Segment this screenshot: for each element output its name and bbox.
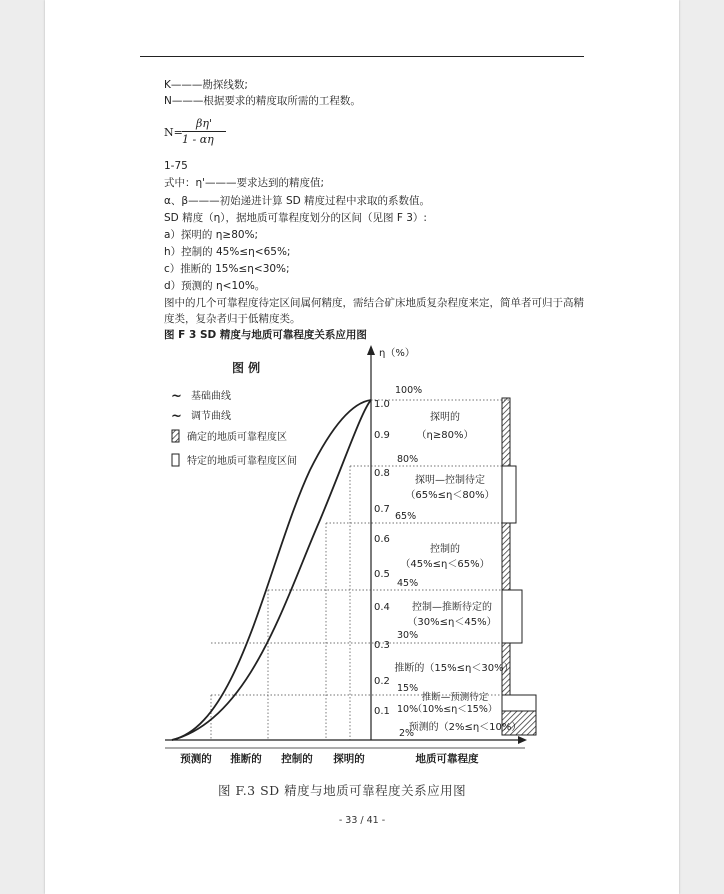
adjust-curve <box>172 400 371 740</box>
alpha-beta-line: α、β———初始递进计算 SD 精度过程中求取的系数值。 <box>164 195 431 207</box>
figure-caption: 图 F.3 SD 精度与地质可靠程度关系应用图 <box>218 783 467 798</box>
formula-lhs: N= <box>164 126 183 139</box>
zone-label: 控制—推断待定的 <box>412 602 492 613</box>
y-tick-label: 0.2 <box>374 676 390 687</box>
y-axis-arrow <box>367 345 375 355</box>
y-tick-label: 0.9 <box>374 430 390 441</box>
zone-label: 探明—控制待定 <box>415 475 485 486</box>
legend-label-pending-zone: 特定的地质可靠程度区间 <box>187 456 297 467</box>
adjust-curve-symbol: ~ <box>171 409 182 424</box>
x-label: 推断的 <box>230 753 262 765</box>
zone-label: （30%≤η＜45%） <box>407 617 497 628</box>
zone-label: 探明的 <box>430 412 460 423</box>
percent-mark: 10% <box>397 704 419 715</box>
zone-label: 推断—预测待定 <box>421 692 489 703</box>
y-tick-label: 0.1 <box>374 706 390 717</box>
list-item: d）预测的 η<10%。 <box>164 280 266 292</box>
zone-label: 预测的（2%≤η＜10%） <box>408 722 522 733</box>
x-label: 探明的 <box>333 753 365 765</box>
y-axis-label: η（%） <box>379 348 415 359</box>
x-label: 控制的 <box>281 753 313 765</box>
percent-mark: 30% <box>397 630 419 641</box>
zone-bar-determined <box>502 523 510 590</box>
list-item: a）探明的 η≥80%; <box>164 229 259 241</box>
zone-label: （65%≤η＜80%） <box>405 490 495 501</box>
y-tick-label: 0.4 <box>374 602 390 613</box>
where-line: 式中：η'———要求达到的精度值; <box>164 177 325 189</box>
zone-label: （η≥80%） <box>416 430 474 441</box>
definition-k: K———勘探线数; <box>164 79 248 91</box>
y-tick-label: 0.8 <box>374 468 390 479</box>
zone-bar-pending <box>502 695 536 711</box>
list-item: c）推断的 15%≤η<30%; <box>164 263 290 275</box>
open-box-icon <box>172 454 179 466</box>
percent-mark: 100% <box>395 385 423 396</box>
y-tick-label: 0.3 <box>374 640 390 651</box>
formula-denominator: 1 - αη <box>182 133 214 146</box>
list-item: h）控制的 45%≤η<65%; <box>164 246 291 258</box>
y-tick-label: 0.7 <box>374 504 390 515</box>
zone-bar-pending <box>502 466 516 523</box>
zone-bar-pending <box>502 590 522 643</box>
zone-label: 推断的（15%≤η＜30%） <box>394 663 514 674</box>
zone-label: 控制的 <box>430 544 460 555</box>
figure-title: 图 F 3 SD 精度与地质可靠程度关系应用图 <box>164 329 367 341</box>
sd-line: SD 精度（η），据地质可靠程度划分的区间（见图 F 3）: <box>164 212 427 224</box>
percent-mark: 15% <box>397 683 419 694</box>
percent-mark: 80% <box>397 454 419 465</box>
legend-label-determined-zone: 确定的地质可靠程度区 <box>187 432 287 443</box>
hatched-box-icon <box>172 430 179 442</box>
equation-number: 1-75 <box>164 160 188 172</box>
x-axis-title: 地质可靠程度 <box>415 753 479 765</box>
x-axis-arrow <box>518 736 527 744</box>
x-label: 预测的 <box>180 753 212 765</box>
formula-numerator: βη' <box>196 117 212 130</box>
legend-label-adjust-curve: 调节曲线 <box>191 411 231 422</box>
y-tick-label: 1.0 <box>374 399 390 410</box>
percent-mark: 45% <box>397 578 419 589</box>
paragraph: 图中的几个可靠程度待定区间属何精度，需结合矿床地质复杂程度来定，简单者可归于高精度类，复杂者归于低精度类。 <box>164 297 584 325</box>
zone-label: （10%≤η＜15%） <box>412 704 498 715</box>
y-tick-label: 0.5 <box>374 569 390 580</box>
zone-bar-determined <box>502 398 510 466</box>
y-tick-label: 0.6 <box>374 534 390 545</box>
page-number: - 33 / 41 - <box>338 815 386 826</box>
legend-label-base-curve: 基础曲线 <box>191 391 231 402</box>
legend-title: 图 例 <box>232 361 261 375</box>
definition-n: N———根据要求的精度取所需的工程数。 <box>164 95 361 107</box>
percent-mark: 2% <box>399 728 415 739</box>
base-curve-symbol: ~ <box>171 389 182 404</box>
zone-label: （45%≤η＜65%） <box>400 559 490 570</box>
base-curve <box>172 400 371 740</box>
percent-mark: 65% <box>395 511 417 522</box>
dotted-grid <box>211 400 514 740</box>
